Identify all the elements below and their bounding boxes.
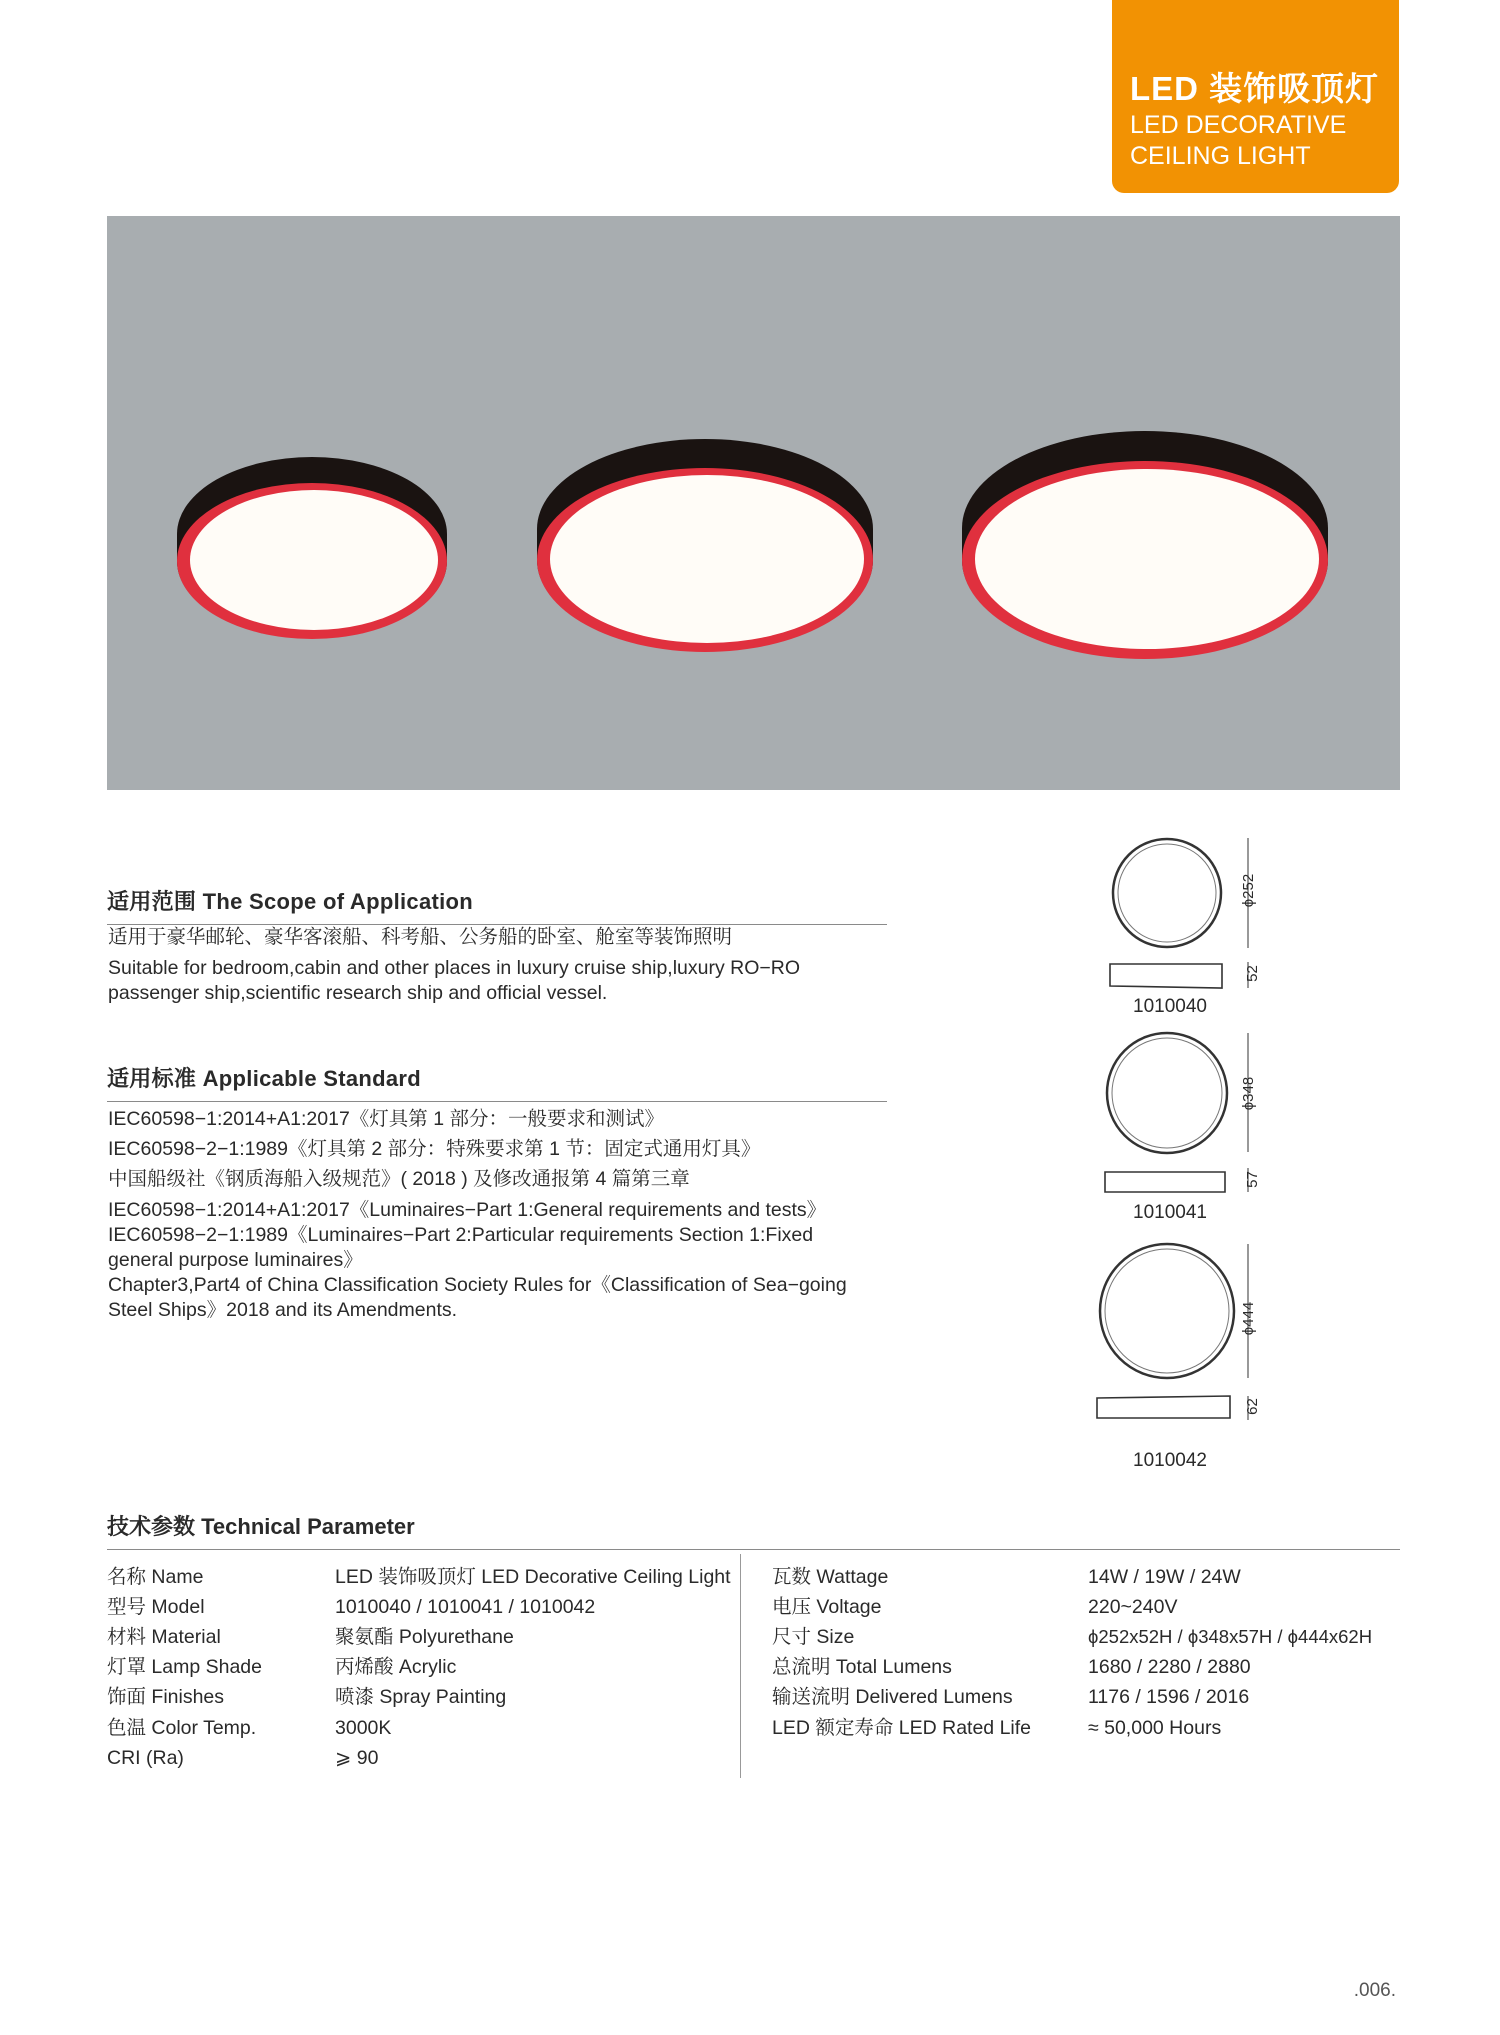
height-label: 52: [1243, 965, 1261, 982]
category-title-cn: LED 装饰吸顶灯: [1130, 70, 1380, 107]
param-value: 聚氨酯 Polyurethane: [335, 1626, 514, 1648]
param-label: 尺寸 Size: [772, 1626, 855, 1648]
param-value: 220~240V: [1088, 1596, 1178, 1618]
diameter-label: ϕ252: [1240, 873, 1258, 908]
param-label: 总流明 Total Lumens: [772, 1656, 952, 1678]
param-label: 型号 Model: [107, 1596, 205, 1618]
standard-line: Steel Ships》2018 and its Amendments.: [108, 1299, 458, 1321]
standard-line: 中国船级社《钢质海船入级规范》( 2018 ) 及修改通报第 4 篇第三章: [108, 1168, 690, 1190]
standard-line: general purpose luminaires》: [108, 1249, 363, 1271]
params-title: 技术参数 Technical Parameter: [107, 1510, 1400, 1550]
model-label: 1010040: [1133, 996, 1207, 1017]
diameter-label: ϕ348: [1240, 1076, 1258, 1111]
param-label: 名称 Name: [107, 1566, 204, 1588]
standard-line: IEC60598−1:2014+A1:2017《灯具第 1 部分：一般要求和测试》: [108, 1108, 664, 1130]
model-label: 1010042: [1133, 1450, 1207, 1471]
params-divider: [740, 1554, 741, 1778]
param-label: 饰面 Finishes: [107, 1686, 225, 1708]
lamp-medium: [537, 439, 873, 652]
page-number: .006.: [1353, 1980, 1396, 2001]
category-tag: [1112, 0, 1399, 193]
standard-line: IEC60598−2−1:1989《Luminaires−Part 2:Particular requirements Section 1:Fixed: [108, 1224, 814, 1246]
param-label: LED 额定寿命 LED Rated Life: [772, 1717, 1032, 1739]
standard-line: IEC60598−2−1:1989《灯具第 2 部分：特殊要求第 1 节：固定式通用灯具》: [108, 1138, 761, 1160]
param-value: LED 装饰吸顶灯 LED Decorative Ceiling Light: [335, 1566, 731, 1588]
standard-line: IEC60598−1:2014+A1:2017《Luminaires−Part 1:General requirements and tests》: [108, 1199, 827, 1221]
scope-title: 适用范围 The Scope of Application: [107, 885, 887, 925]
standard-title: 适用标准 Applicable Standard: [107, 1062, 887, 1102]
scope-en-2: passenger ship,scientific research ship and official vessel.: [108, 982, 608, 1004]
param-value: 1010040 / 1010041 / 1010042: [335, 1596, 596, 1618]
param-value: 3000K: [335, 1717, 392, 1739]
param-value: 14W / 19W / 24W: [1088, 1566, 1241, 1588]
height-label: 57: [1243, 1171, 1261, 1188]
model-label: 1010041: [1133, 1202, 1207, 1223]
scope-en-1: Suitable for bedroom,cabin and other places in luxury cruise ship,luxury RO−RO: [108, 957, 801, 979]
scope-cn: 适用于豪华邮轮、豪华客滚船、科考船、公务船的卧室、舱室等装饰照明: [108, 926, 733, 948]
param-label: 瓦数 Wattage: [772, 1566, 889, 1588]
height-label: 62: [1243, 1398, 1261, 1415]
param-label: 灯罩 Lamp Shade: [107, 1656, 263, 1678]
param-label: 电压 Voltage: [772, 1596, 882, 1618]
diameter-label: ϕ444: [1240, 1301, 1258, 1336]
param-value: ⩾ 90: [335, 1747, 379, 1769]
param-value: ϕ252x52H / ϕ348x57H / ϕ444x62H: [1088, 1626, 1373, 1647]
param-value: ≈ 50,000 Hours: [1088, 1717, 1222, 1739]
lamp-small: [177, 457, 447, 639]
product-photo: [107, 216, 1400, 790]
param-label: 输送流明 Delivered Lumens: [772, 1686, 1013, 1708]
param-value: 1176 / 1596 / 2016: [1088, 1686, 1250, 1708]
standard-line: Chapter3,Part4 of China Classification Society Rules for《Classification of Sea−going: [108, 1274, 847, 1296]
param-value: 1680 / 2280 / 2880: [1088, 1656, 1251, 1678]
lamp-large: [962, 431, 1328, 659]
category-title-en-2: CEILING LIGHT: [1130, 142, 1311, 170]
param-value: 喷漆 Spray Painting: [335, 1686, 507, 1708]
param-label: 色温 Color Temp.: [107, 1717, 257, 1739]
param-value: 丙烯酸 Acrylic: [335, 1656, 457, 1678]
param-label: CRI (Ra): [107, 1747, 184, 1769]
category-title-en-1: LED DECORATIVE: [1130, 111, 1347, 139]
technical-drawings: [1080, 830, 1280, 1480]
ceiling-lights-illustration: [107, 216, 1400, 790]
param-label: 材料 Material: [107, 1626, 221, 1648]
